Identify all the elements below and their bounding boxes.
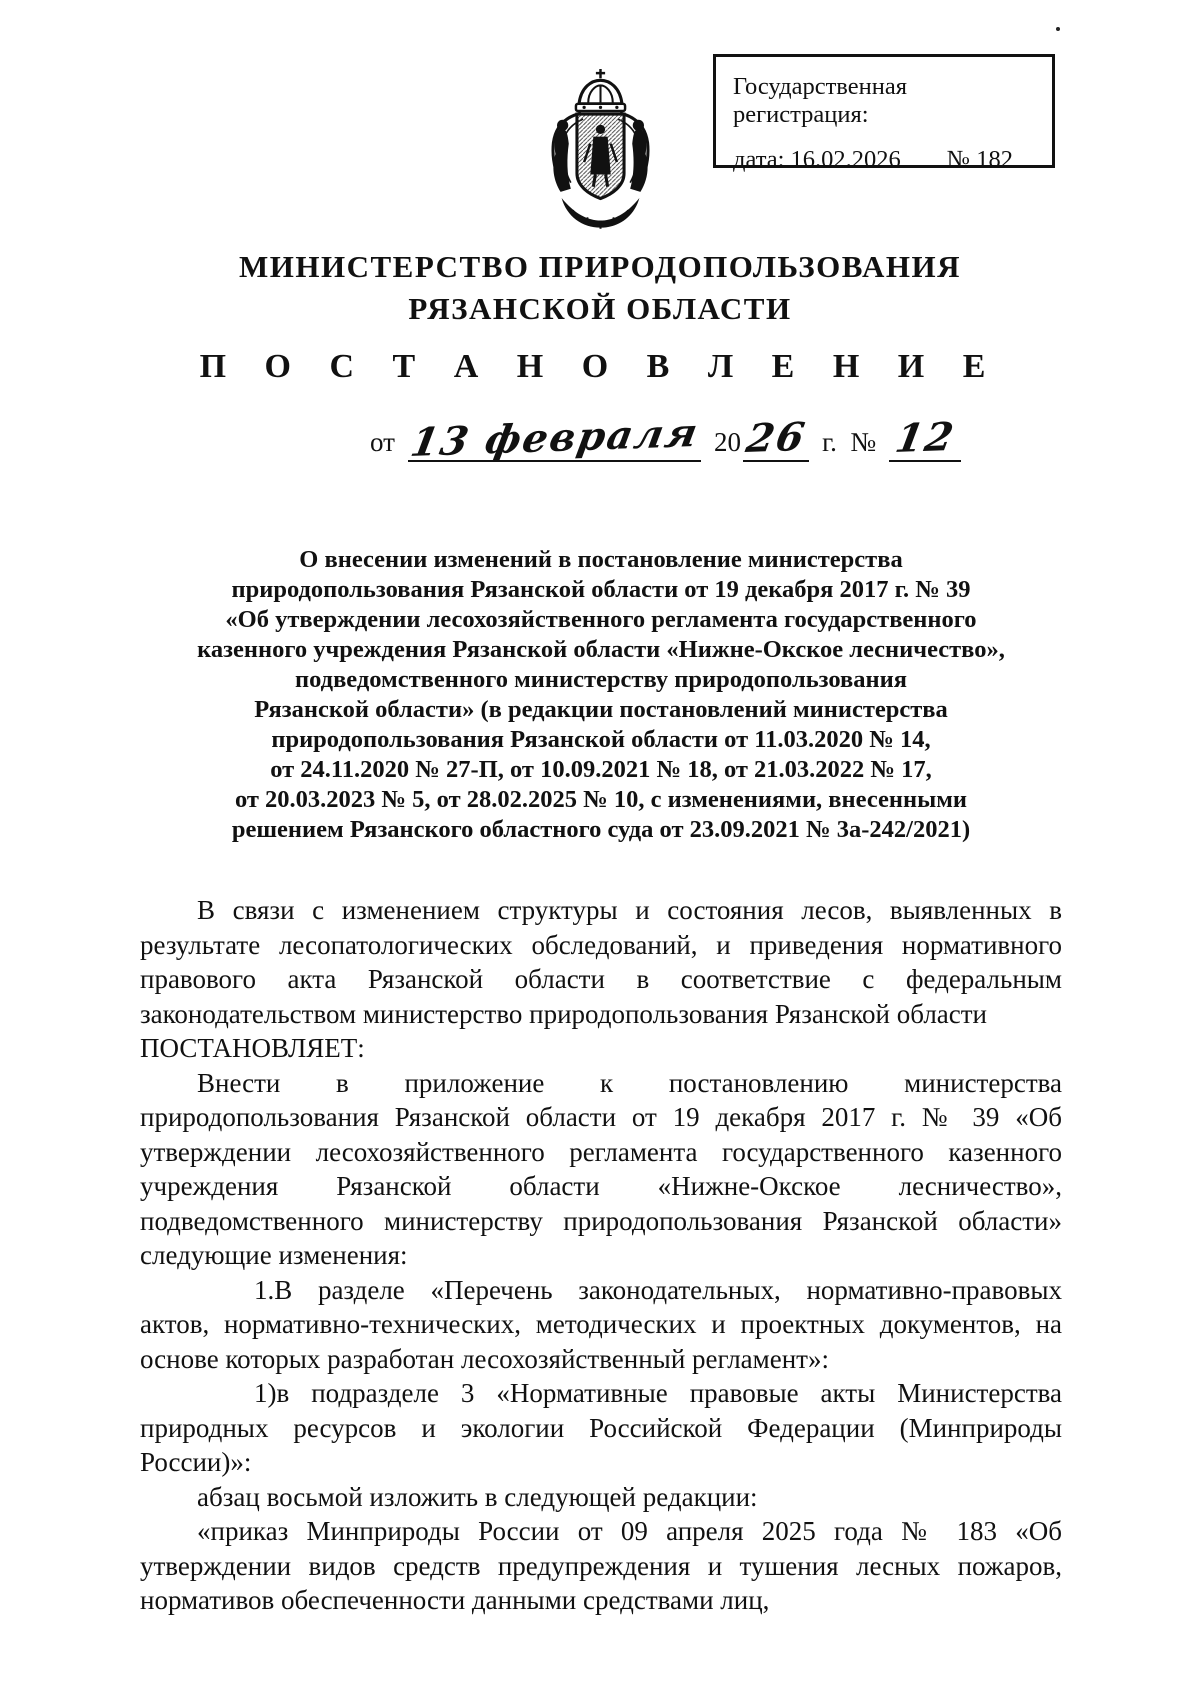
registration-date: дата: 16.02.2026 (733, 146, 901, 173)
paragraph-amendment-intro: Внести в приложение к постановлению министерства природопользования Рязанской области от 19 декабря 2017 г. № 39 «Об утверждении лесохозяйственного регламента государственного казенного учреждения Рязанской области «Нижне-Окское лесничество», подведомственного министерству природопользования Рязанской области» следующие изменения: (140, 1067, 1062, 1270)
paragraph-item-1: 1.В разделе «Перечень законодательных, нормативно-правовых актов, нормативно-технических, методических и проектных документов, на основе которых разработан лесохозяйственный регламент»: (140, 1274, 1062, 1374)
number-underline (889, 413, 961, 463)
subject-line: решением Рязанского областного суда от 23.09.2021 № 3а-242/2021) (231, 816, 971, 843)
registration-details (733, 146, 1042, 174)
subject-line: природопользования Рязанской области от 19 декабря 2017 г. № 39 (231, 576, 971, 603)
subject-line: от 24.11.2020 № 27-П, от 10.09.2021 № 18, от 21.03.2022 № 17, (270, 756, 932, 783)
date-from-label: от (370, 427, 395, 457)
paragraph-preamble: В связи с изменением структуры и состояния лесов, выявленных в результате лесопатологических обследований, и приведения нормативного правового акта Рязанской области в соответствие с федеральным законодательством министерство природопользования Рязанской области (140, 895, 1062, 1029)
paragraph-number: 1. (254, 1274, 275, 1305)
subject-line: природопользования Рязанской области от 11.03.2020 № 14, (271, 726, 931, 753)
body-text (140, 893, 1062, 1618)
subject-line: Рязанской области» (в редакции постановлений министерства (254, 696, 948, 723)
document-type-title: П О С Т А Н О В Л Е Н И Е (199, 348, 1001, 385)
date-number-line (370, 410, 967, 466)
subject-line: О внесении изменений в постановление министерства (299, 546, 903, 573)
handwritten-number: 12 (891, 413, 959, 463)
date-underline (406, 410, 703, 466)
coat-of-arms-icon (533, 68, 668, 242)
ministry-name-line2: РЯЗАНСКОЙ ОБЛАСТИ (408, 291, 792, 326)
subject-line: подведомственного министерству природопользования (295, 666, 907, 693)
handwritten-year: 26 (742, 413, 810, 463)
handwritten-date: 13 февраля (406, 410, 703, 466)
paragraph-resolves: ПОСТАНОВЛЯЕТ: (140, 1033, 365, 1063)
subject-line: от 20.03.2023 № 5, от 28.02.2025 № 10, с изменениями, внесенными (234, 786, 968, 813)
paragraph-abzac: абзац восьмой изложить в следующей редакции: (197, 1481, 758, 1512)
number-sign: № (850, 427, 877, 457)
registration-title: Государственная регистрация: (733, 73, 907, 128)
year-underline (742, 413, 810, 463)
subject-line: «Об утверждении лесохозяйственного регламента государственного (225, 606, 977, 633)
year-prefix: 20 (714, 427, 742, 457)
scan-artifact-dot (1056, 27, 1060, 31)
paragraph-number: 1) (254, 1378, 277, 1408)
registration-stamp (713, 54, 1055, 173)
paragraph-subitem-1: 1)в подразделе 3 «Нормативные правовые акты Министерства природных ресурсов и экологии Российской Федерации (Минприроды России)»: (140, 1378, 1062, 1477)
subject-block (140, 545, 1062, 845)
paragraph-prikaz: «приказ Минприроды России от 09 апреля 2025 года № 183 «Об утверждении видов средств предупреждения и тушения лесных пожаров, нормативов обеспеченности данными средствами лиц, (140, 1516, 1062, 1615)
registration-number: № 182 (946, 146, 1014, 173)
year-suffix: г. (822, 427, 837, 457)
subject-line: казенного учреждения Рязанской области «Нижне-Окское лесничество», (197, 636, 1005, 663)
ministry-name-line1: МИНИСТЕРСТВО ПРИРОДОПОЛЬЗОВАНИЯ (239, 249, 961, 284)
ministry-heading (0, 246, 1200, 330)
